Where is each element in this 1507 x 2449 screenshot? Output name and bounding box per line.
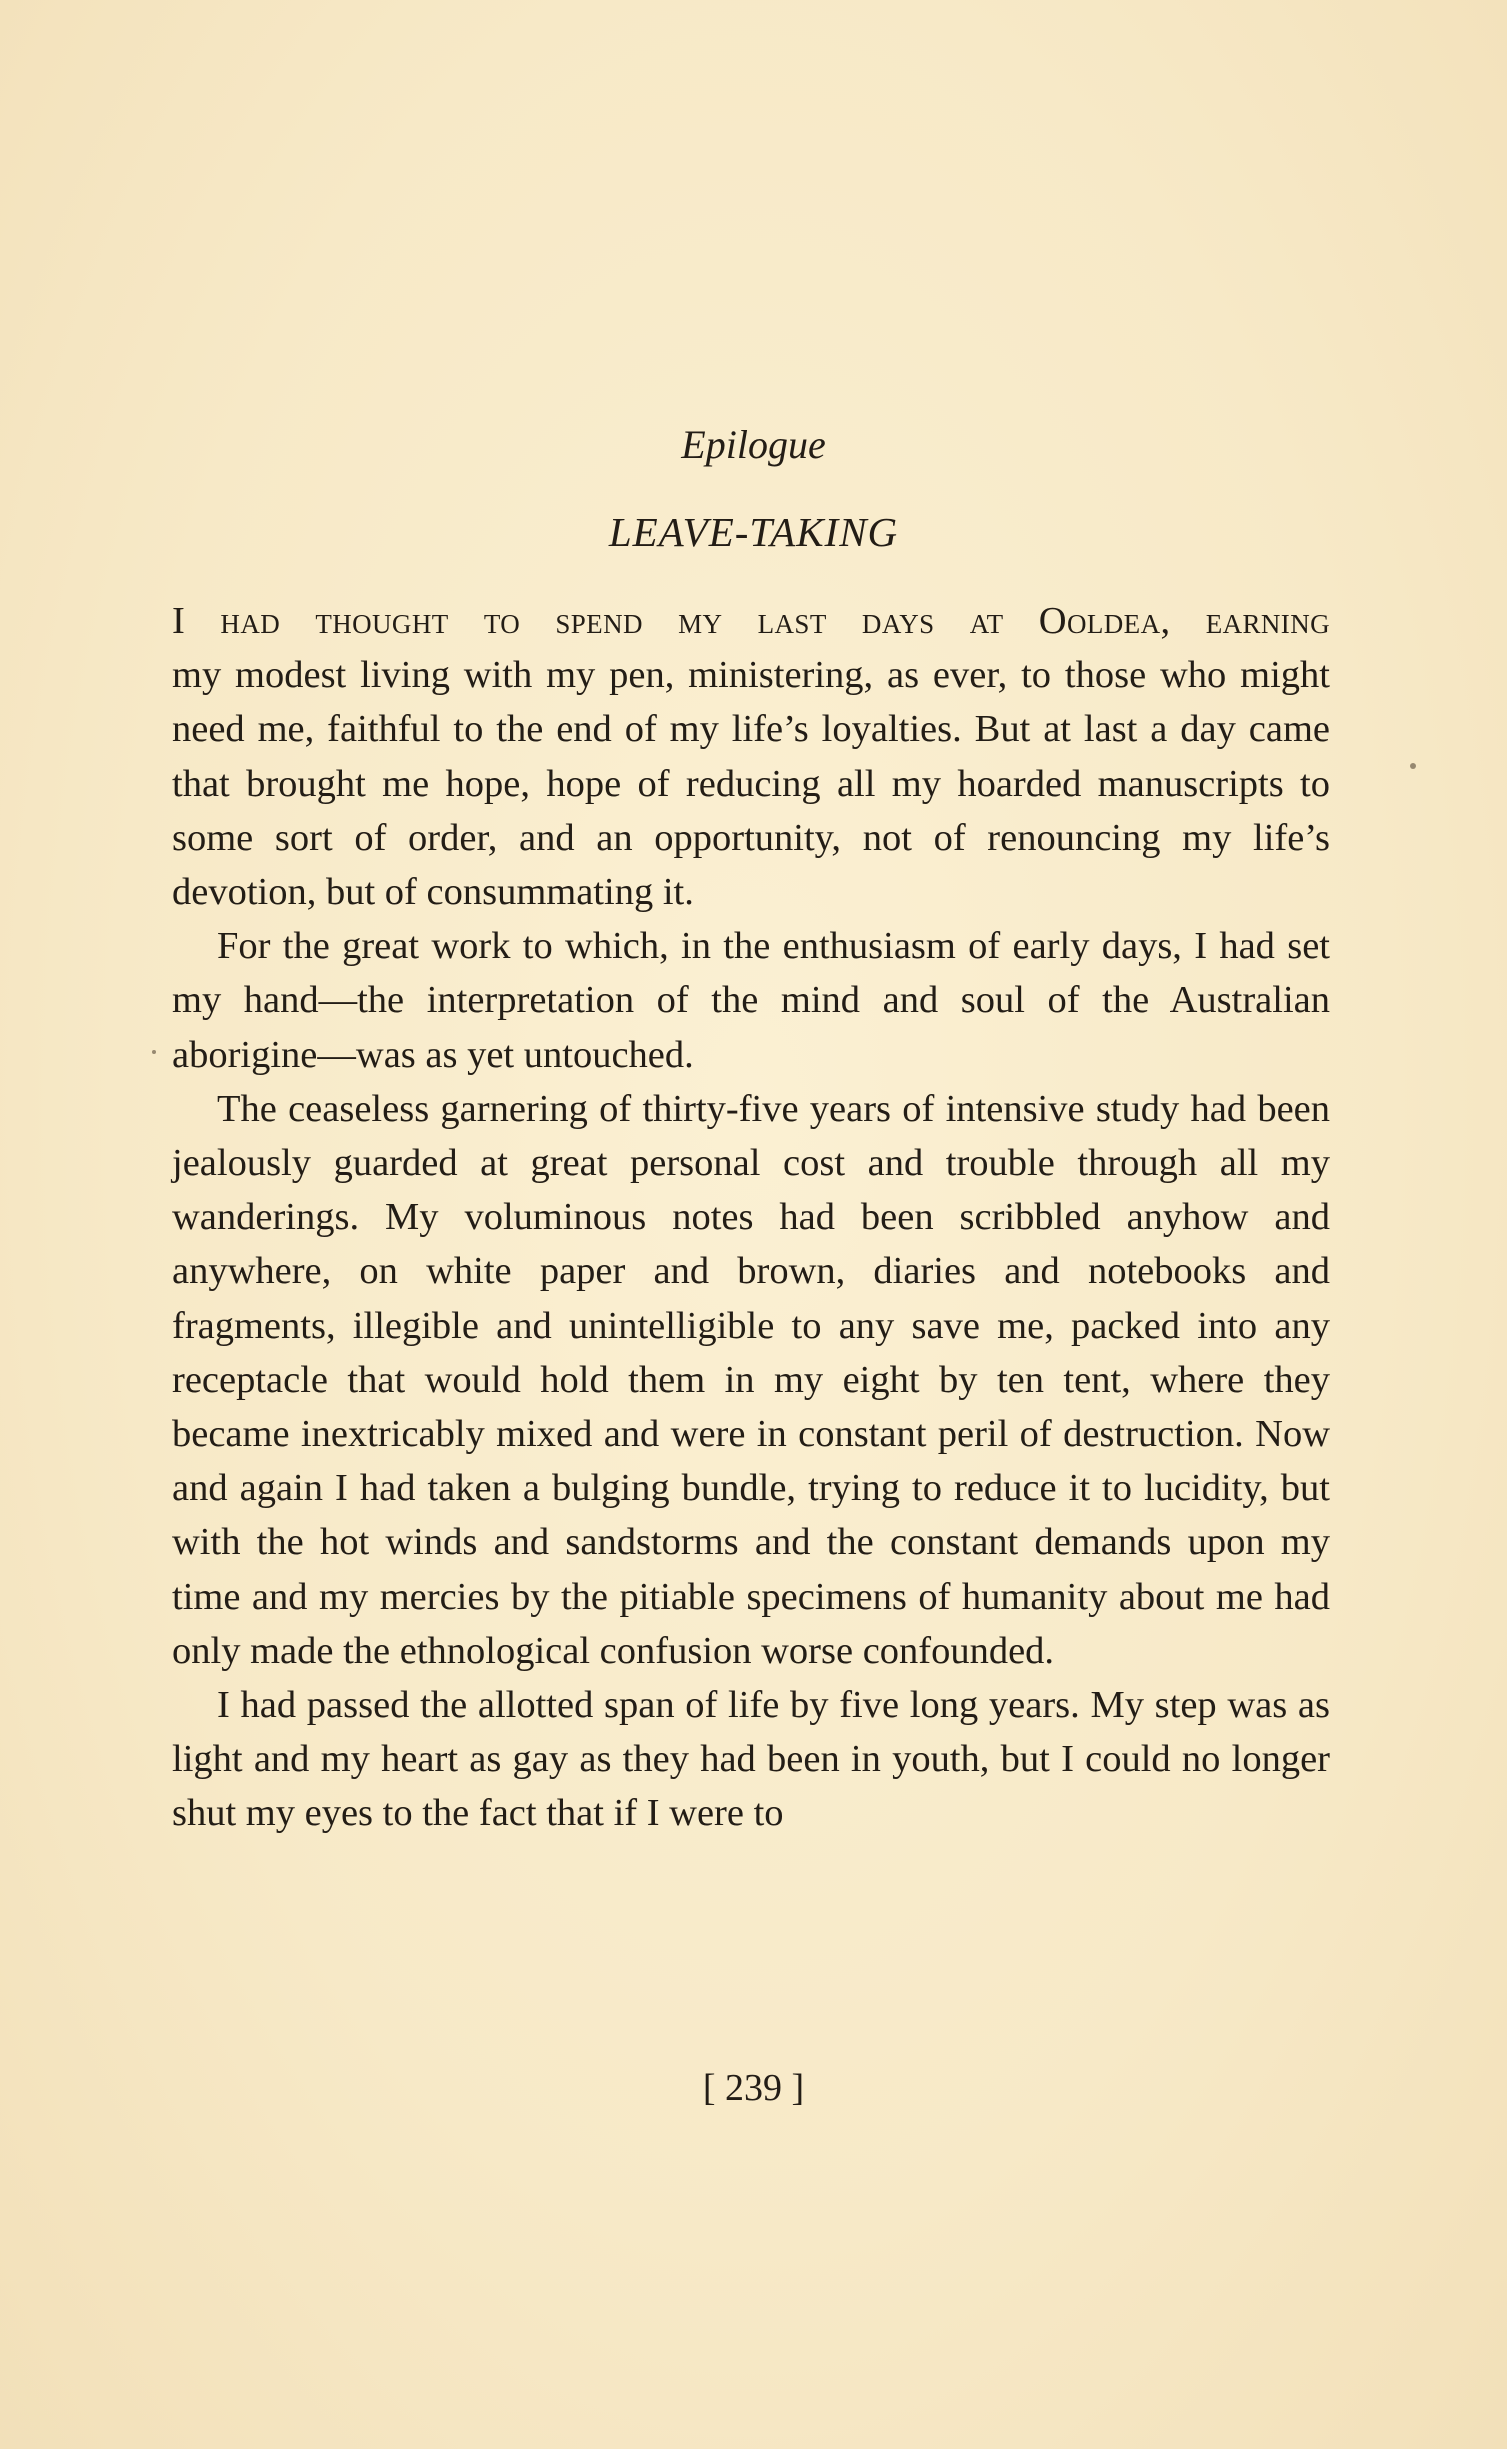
paragraph [172, 594, 1330, 919]
chapter-title: LEAVE-TAKING [608, 509, 899, 555]
opening-small-caps-line: I had thought to spend my last days at Ooldea, earning [172, 600, 1330, 642]
paragraph [172, 919, 1330, 1082]
page-number: [ 239 ] [702, 2067, 805, 2109]
section-heading: Epilogue [681, 422, 826, 467]
paragraph-text: I had passed the allotted span of life by five long years. My step was as light and my heart as gay as they had been in youth, but I could no longer shut my eyes to the fact that if I were to [172, 1684, 1330, 1835]
paragraph-text: For the great work to which, in the enthusiasm of early days, I had set my hand—the interpretation of the mind and soul of the Australian aborigine—was as yet untouched. [172, 925, 1330, 1076]
paragraph [172, 1678, 1330, 1841]
body-text [172, 594, 1330, 1841]
paragraph-text: my modest living with my pen, ministering, as ever, to those who might need me, faithful to the end of my life’s loyalties. But at last a day came that brought me hope, hope of reducing all my hoarded manuscripts to some sort of order, and an opportunity, not of renouncing my life’s devotion, but of consummating it. [172, 654, 1330, 914]
paper-speck [152, 1050, 156, 1054]
paper-speck [1410, 763, 1416, 769]
paragraph [172, 1082, 1330, 1678]
paragraph-text: The ceaseless garnering of thirty-five years of intensive study had been jealously guarded at great personal cost and trouble through all my wanderings. My voluminous notes had been scribbled anyhow and anywhere, on white paper and brown, diaries and notebooks and fragments, illegible and unintelligible to any save me, packed into any receptacle that would hold them in my eight by ten tent, where they became inextricably mixed and were in constant peril of destruction. Now and again I had taken a bulging bundle, trying to reduce it to lucidity, but with the hot winds and sandstorms and the constant demands upon my time and my mercies by the pitiable specimens of humanity about me had only made the ethnological confusion worse confounded. [172, 1087, 1330, 1672]
